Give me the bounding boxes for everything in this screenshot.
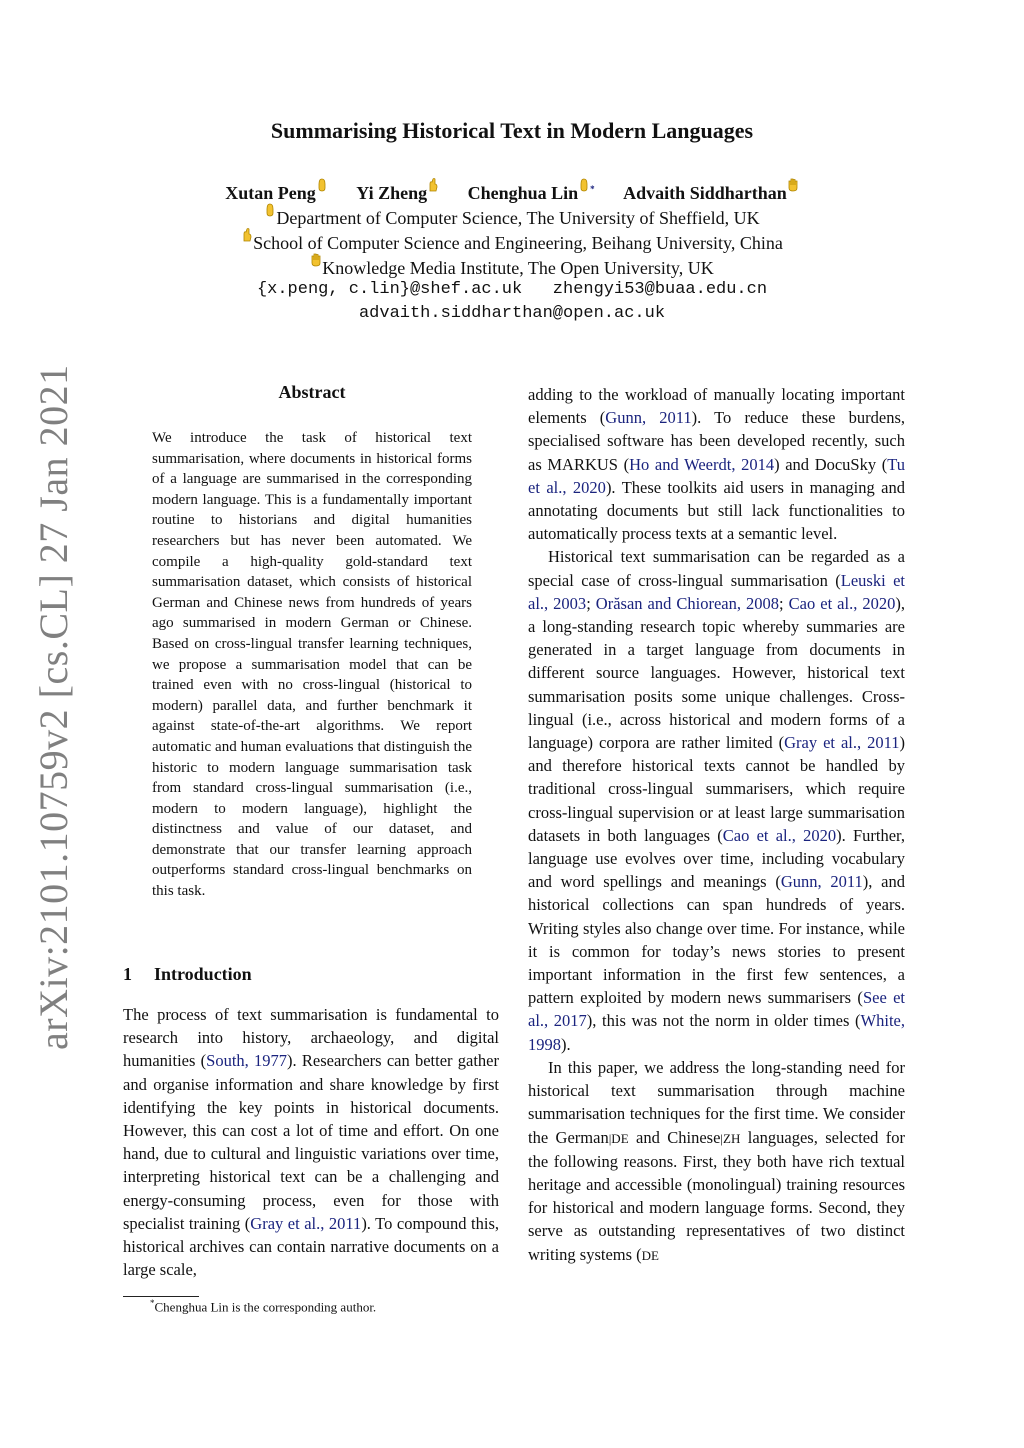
right-paragraph-1: adding to the workload of manually locating important elements (Gunn, 2011). To reduce these burdens, specialised software has been developed recently, such as MARKUS (Ho and Weerdt, 2014) and DocuSky (Tu et al., 2020). These toolkits aid users in managing and annotating documents but still lack functionalities to automatically process texts at a semantic level. [528, 385, 905, 544]
citation-link[interactable]: South, 1977 [206, 1051, 288, 1071]
footnote-divider [123, 1296, 199, 1297]
right-paragraph-2: Historical text summarisation can be regarded as a special case of cross-lingual summarisation (Leuski et al., 2003; Orăsan and Chiorean, 2008; Cao et al., 2020), a long-standing research topic whereby summaries are generated in a target language from documents in different source languages. However, historical text summarisation posits some unique challenges. Cross-lingual (i.e., across historical and modern forms of a language) corpora are rather limited (Gray et al., 2011) and therefore historical texts cannot be handled by traditional cross-lingual summarisers, which require cross-lingual supervision or at least large summarisation datasets in both languages (Cao et al., 2020). Further, language use evolves over time, including vocabulary and word spellings and meanings (Gunn, 2011), and historical collections can span hundreds of years. Writing styles also change over time. For instance, while it is common for today’s news stories to present important information in the first few sentences, a pattern exploited by modern news summarisers (See et al., 2017), this was not the norm in older times (White, 1998). [528, 547, 906, 1054]
intro-paragraph-1: The process of text summarisation is fundamental to research into history, archaeology, and digital humanities (South, 1977). Researchers can better gather and organise information and share knowledge by first identifying the key points in historical documents. However, this can cost a lot of time and effort. On one hand, due to cultural and linguistic variations over time, interpreting historical text can be a challenging and energy-consuming process, even for those with specialist training (Gray et al., 2011). To compound this, historical archives can contain narrative documents on a large scale, [123, 1005, 500, 1280]
citation-link[interactable]: Orăsan and Chiorean, 2008 [595, 593, 780, 613]
right-column [528, 383, 905, 1267]
author-list [0, 178, 1024, 204]
language-tag-de: DE [641, 1247, 660, 1263]
abstract-body: We introduce the task of historical text summarisation, where documents in historical forms of a language are summarised in the corresponding modern language. This is a fundamentally important routine to historians and digital humanities researchers but has never been automated. We compile a high-quality gold-standard text summarisation dataset, which consists of historical German and Chinese news from hundreds of years ago summarised in modern German or Chinese. Based on cross-lingual transfer learning techniques, we propose a summarisation model that can be trained even with no cross-lingual (historical to modern) parallel data, and further benchmark it against state-of-the-art algorithms. We report automatic and human evaluations that distinguish the historic to modern language summarisation task from standard cross-lingual summarisation (i.e., modern to modern language), highlight the distinctness and value of our dataset, and demonstrate that our transfer learning approach outperforms standard cross-lingual benchmarks on this task. [152, 430, 472, 900]
thumb-hand-icon [316, 178, 328, 194]
affiliation-open-university: Knowledge Media Institute, The Open University, UK [0, 253, 1024, 279]
arxiv-identifier: arXiv:2101.10759v2 [cs.CL] 27 Jan 2021 [31, 364, 76, 1050]
author-4: Advaith Siddharthan [623, 183, 799, 203]
citation-link[interactable]: Cao et al., 2020 [722, 825, 837, 845]
affiliation-beihang: School of Computer Science and Engineering, Beihang University, China [0, 228, 1024, 254]
language-tag-zh: |ZH [720, 1130, 741, 1146]
footnote: *Chenghua Lin is the corresponding author. [150, 1298, 377, 1315]
citation-link[interactable]: White, 1998 [528, 1011, 905, 1054]
citation-link[interactable]: Gray et al., 2011 [250, 1213, 362, 1233]
open-hand-icon [310, 253, 322, 269]
citation-link[interactable]: Tu et al., 2020 [528, 454, 905, 497]
section-heading-introduction: 1 Introduction [123, 964, 252, 984]
author-3: Chenghua Lin * [468, 183, 595, 203]
author-1: Xutan Peng [225, 183, 328, 203]
thumb-hand-icon [264, 203, 276, 219]
citation-link[interactable]: Ho and Weerdt, 2014 [629, 454, 775, 474]
email-line-2: advaith.siddharthan@open.ac.uk [358, 304, 666, 323]
citation-link[interactable]: Cao et al., 2020 [788, 593, 896, 613]
affiliation-sheffield: Department of Computer Science, The University of Sheffield, UK [0, 203, 1024, 229]
citation-link[interactable]: Gray et al., 2011 [784, 733, 900, 753]
corresponding-marker: * [590, 184, 595, 194]
citation-link[interactable]: See et al., 2017 [528, 988, 906, 1031]
ok-hand-icon [427, 178, 439, 194]
right-paragraph-3: In this paper, we address the long-standing need for historical text summarisation through machine summarisation techniques for the first time. We consider the German|DE and Chinese|ZH languages, selected for the following reasons. First, they both have rich textual heritage and accessible (monolingual) training resources for historical and modern language forms. Second, they serve as outstanding representatives of two distinct writing systems (DE [528, 1057, 905, 1264]
email-line-1: {x.peng, c.lin}@shef.ac.uk zhengyi53@buaa.edu.cn [256, 280, 768, 299]
open-hand-icon [787, 178, 799, 194]
ok-hand-icon [241, 228, 253, 244]
abstract-heading: Abstract [278, 382, 346, 402]
paper-title: Summarising Historical Text in Modern Languages [270, 118, 754, 143]
thumb-hand-icon [578, 178, 590, 194]
left-column-intro [123, 1003, 499, 1281]
citation-link[interactable]: Leuski et al., 2003 [528, 570, 905, 613]
author-2: Yi Zheng [356, 183, 439, 203]
language-tag-de: |DE [608, 1130, 629, 1146]
citation-link[interactable]: Gunn, 2011 [780, 872, 863, 892]
citation-link[interactable]: Gunn, 2011 [605, 408, 692, 428]
